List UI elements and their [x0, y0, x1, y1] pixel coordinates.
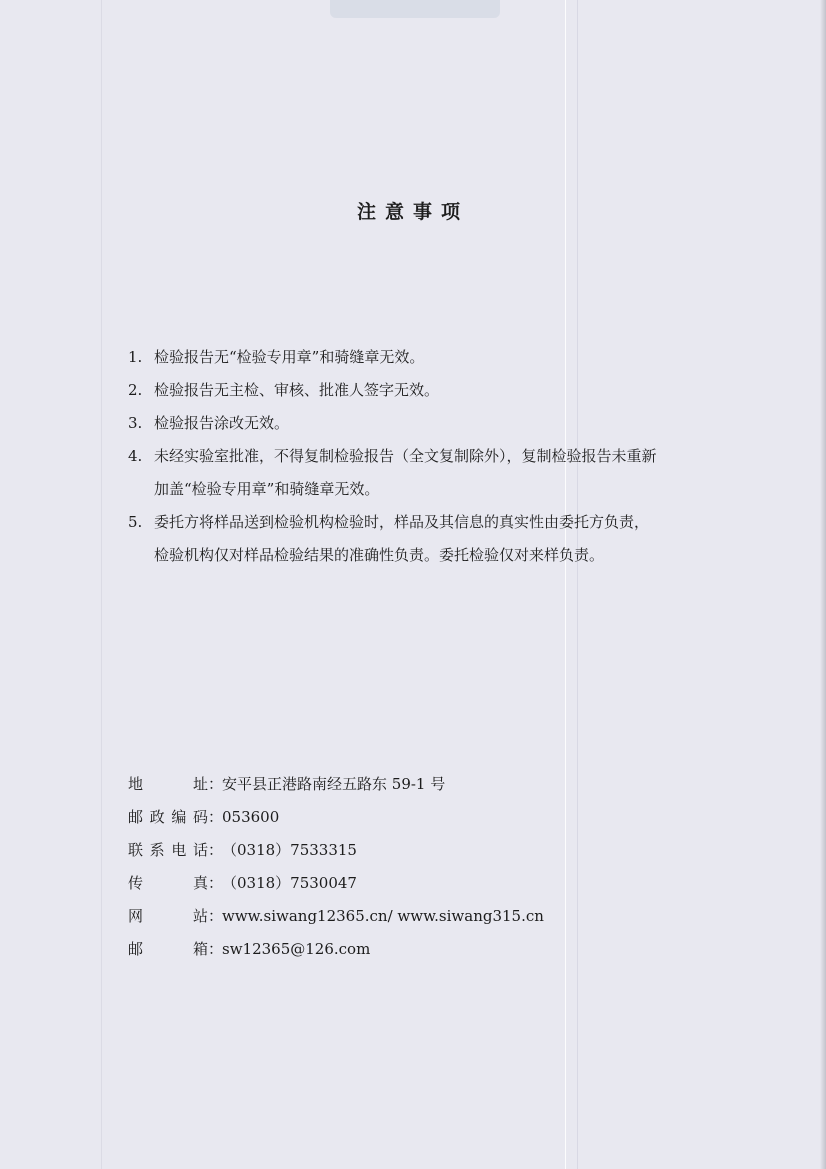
- note-item: [128, 407, 728, 440]
- contact-value: 安平县正港路南经五路东 59-1 号: [222, 775, 446, 793]
- contact-phone: [128, 834, 688, 867]
- note-number: 3.: [128, 414, 143, 432]
- note-line: 检验报告无“检验专用章”和骑缝章无效。: [154, 348, 425, 366]
- contact-label: 邮政编码: [128, 808, 208, 826]
- contact-value: sw12365@126.com: [222, 940, 371, 958]
- paper-edge-shadow: [820, 0, 826, 1169]
- paper-fold-line: [101, 0, 102, 1169]
- page-title: 注意事项: [356, 201, 469, 223]
- note-text: [154, 506, 728, 572]
- contact-postcode: [128, 801, 688, 834]
- note-text: [154, 341, 728, 374]
- note-line: 检验报告涂改无效。: [154, 414, 290, 432]
- note-item: [128, 506, 728, 572]
- contact-value: 053600: [222, 808, 280, 826]
- note-number: 2.: [128, 381, 143, 399]
- note-line: 检验机构仅对样品检验结果的准确性负责。委托检验仅对来样负责。: [154, 546, 605, 564]
- contact-colon: ：: [208, 874, 224, 892]
- note-line: 检验报告无主检、审核、批准人签字无效。: [154, 381, 440, 399]
- paper-fold-line: [565, 0, 566, 1169]
- bleed-through-mark: [330, 0, 500, 18]
- note-line: 未经实验室批准，不得复制检验报告（全文复制除外），复制检验报告未重新: [154, 447, 657, 465]
- contact-email: [128, 933, 688, 966]
- note-line: 加盖“检验专用章”和骑缝章无效。: [154, 480, 380, 498]
- contact-value: （0318）7533315: [222, 841, 357, 859]
- contact-value: （0318）7530047: [222, 874, 357, 892]
- note-number: 1.: [128, 348, 143, 366]
- note-item: [128, 341, 728, 374]
- note-text: [154, 440, 728, 506]
- contact-address: [128, 768, 688, 801]
- contact-colon: ：: [208, 841, 224, 859]
- contact-label: 传真: [128, 874, 208, 892]
- note-number: 4.: [128, 447, 143, 465]
- note-text: [154, 407, 728, 440]
- contact-label: 地址: [128, 775, 208, 793]
- note-item: [128, 374, 728, 407]
- contact-label: 网站: [128, 907, 208, 925]
- contact-website: [128, 900, 688, 933]
- contact-fax: [128, 867, 688, 900]
- note-text: [154, 374, 728, 407]
- contact-info: [128, 768, 688, 966]
- contact-colon: ：: [208, 775, 224, 793]
- note-number: 5.: [128, 513, 143, 531]
- paper-fold-line: [577, 0, 578, 1169]
- note-item: [128, 440, 728, 506]
- notes-list: [128, 341, 728, 572]
- contact-label: 联系电话: [128, 841, 208, 859]
- contact-colon: ：: [208, 940, 224, 958]
- contact-colon: ：: [208, 808, 224, 826]
- note-line: 委托方将样品送到检验机构检验时，样品及其信息的真实性由委托方负责，: [154, 513, 650, 531]
- contact-label: 邮箱: [128, 940, 208, 958]
- contact-value: www.siwang12365.cn/ www.siwang315.cn: [222, 907, 544, 925]
- contact-colon: ：: [208, 907, 224, 925]
